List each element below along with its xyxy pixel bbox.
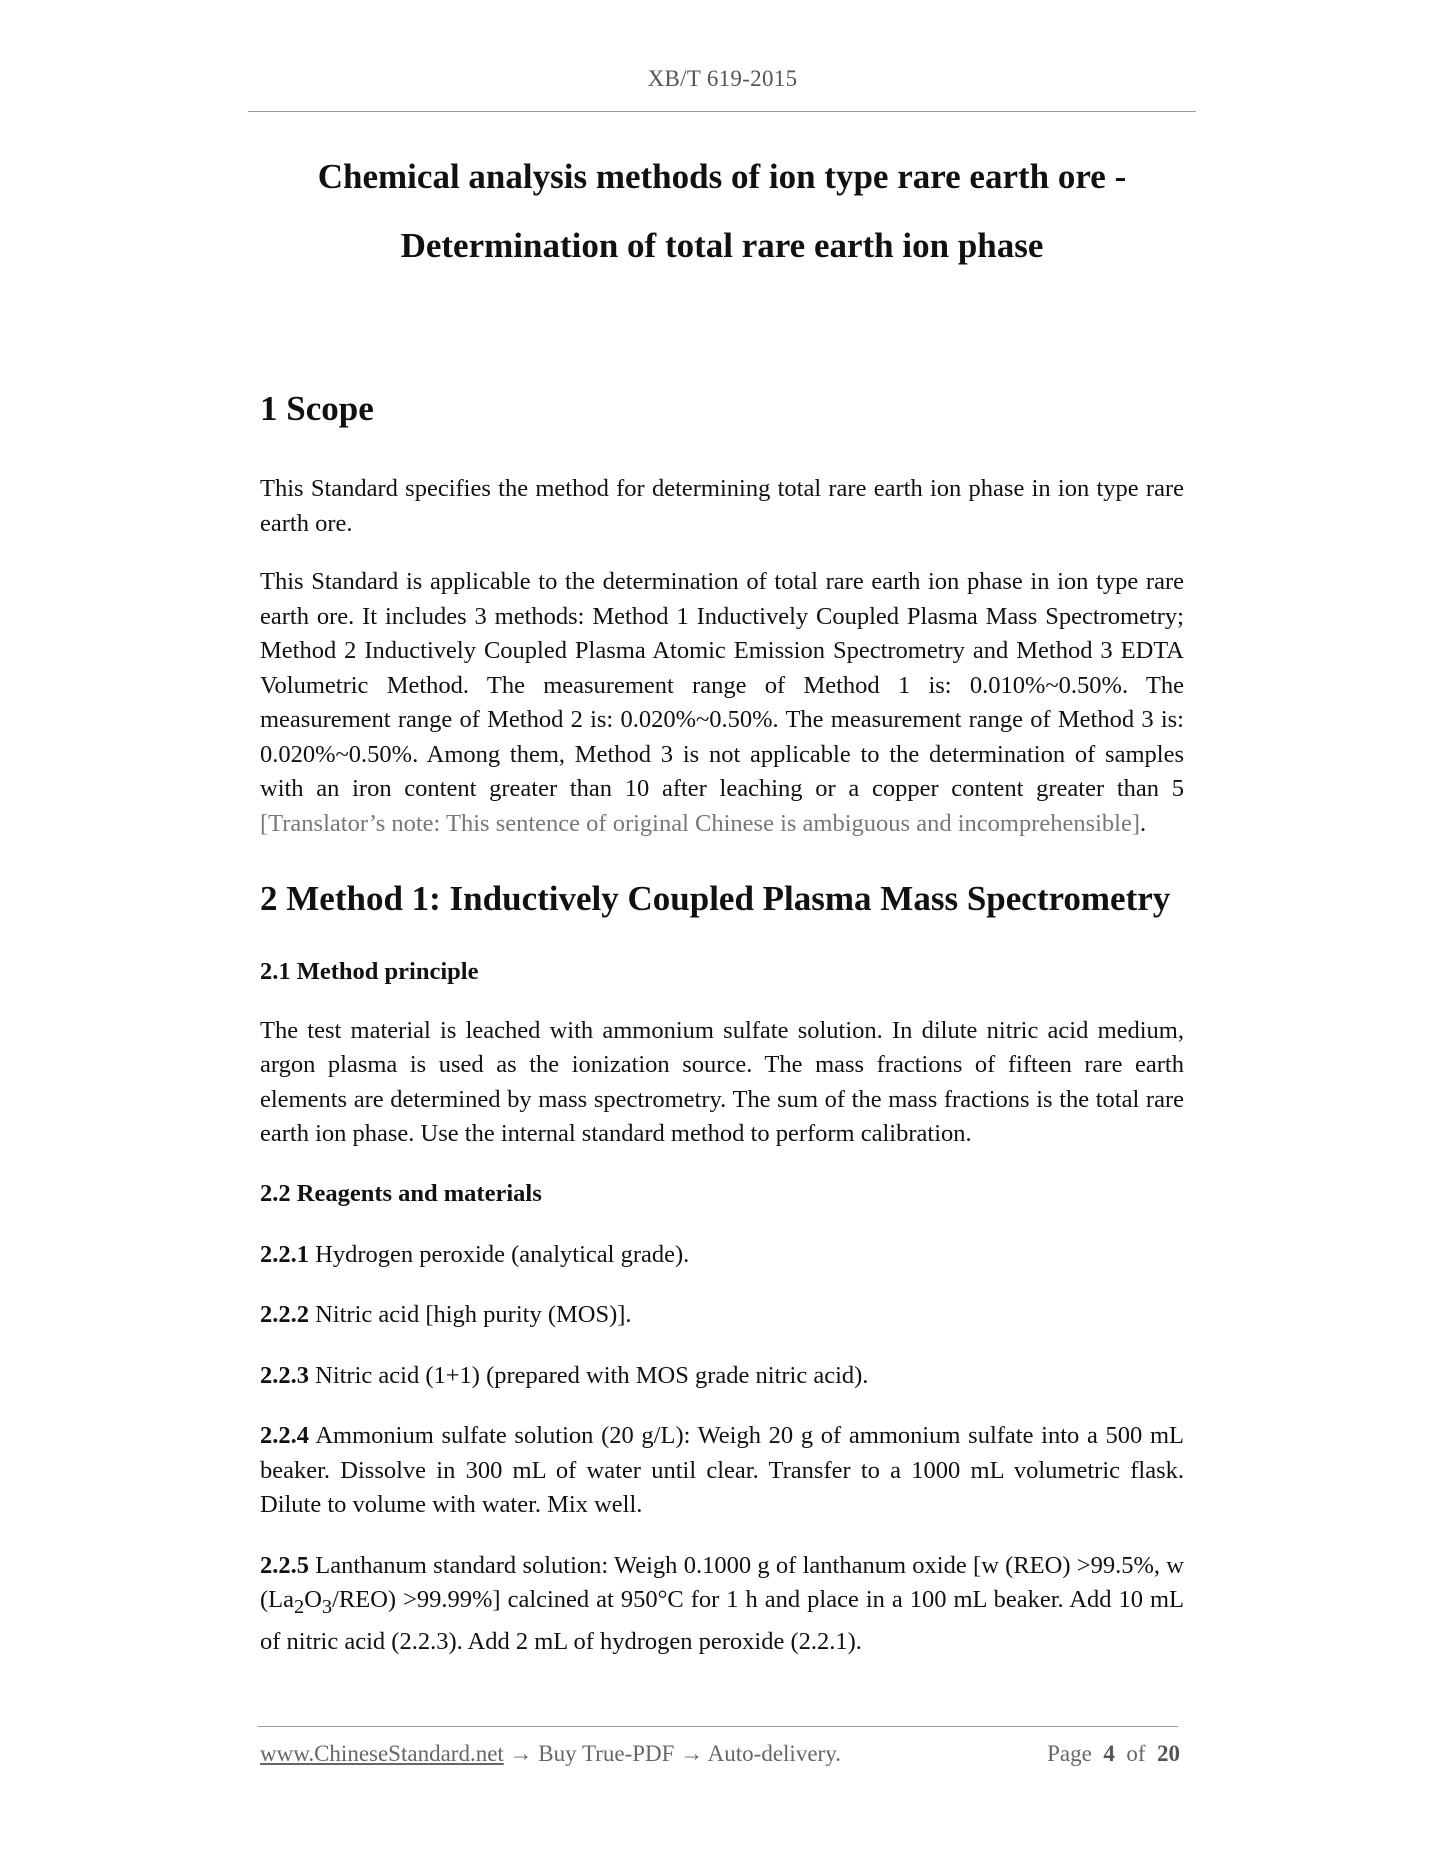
page-indicator xyxy=(1047,1741,1180,1767)
arrow-icon: → xyxy=(674,1741,708,1766)
document-title-line2: Determination of total rare earth ion phase xyxy=(400,226,1044,265)
reagent-item xyxy=(260,1419,1184,1523)
footer xyxy=(260,1741,1180,1767)
reagent-item-text: O xyxy=(304,1586,322,1614)
page-label: Page xyxy=(1047,1741,1092,1766)
reagent-item-text: Ammonium sulfate solution (20 g/L): Weigh 20 g of ammonium sulfate into a 500 mL beaker. Dissolve in 300 mL of water until clear. Transfer to a 1000 mL volumetric flask. Dilute to volume with water. Mix well. xyxy=(260,1422,1184,1519)
section-2-1-heading: 2.1 Method principle xyxy=(260,958,479,985)
auto-delivery-text: Auto-delivery. xyxy=(707,1741,841,1766)
page-total: 20 xyxy=(1157,1741,1180,1766)
reagent-item-number: 2.2.1 xyxy=(260,1240,309,1268)
document-title-line1: Chemical analysis methods of ion type rare earth ore - xyxy=(317,157,1127,196)
scope-paragraph-1: This Standard specifies the method for determining total rare earth ion phase in ion type rare earth ore. xyxy=(260,475,1184,537)
reagent-item-text: Lanthanum standard solution: Weigh 0.1000 g of lanthanum oxide [w (REO) >99.5%, w (La xyxy=(260,1551,1184,1614)
reagent-item-text: /REO) >99.99%] calcined at 950°C for 1 h and place in a 100 mL beaker. Add 10 mL of nitric acid (2.2.3). Add 2 mL of hydrogen peroxide (2.2.1). xyxy=(260,1586,1184,1655)
footer-divider xyxy=(258,1726,1178,1727)
reagent-item-number: 2.2.3 xyxy=(260,1361,309,1389)
header-divider xyxy=(248,111,1196,112)
section-2-2-heading: 2.2 Reagents and materials xyxy=(260,1179,542,1207)
subscript: 2 xyxy=(294,1596,305,1619)
section-2-heading: 2 Method 1: Inductively Coupled Plasma Mass Spectrometry xyxy=(260,879,1171,918)
scope-paragraph-2 xyxy=(260,565,1184,841)
buy-pdf-text: Buy True-PDF xyxy=(538,1741,675,1766)
arrow-icon: → xyxy=(503,1741,539,1766)
page-number: 4 xyxy=(1103,1741,1115,1766)
reagent-item-number: 2.2.4 xyxy=(260,1422,309,1450)
translator-note: [Translator’s note: This sentence of original Chinese is ambiguous and incomprehensible] xyxy=(260,809,1141,837)
reagent-item-text: Nitric acid (1+1) (prepared with MOS grade nitric acid). xyxy=(309,1361,869,1389)
reagent-item xyxy=(260,1298,1184,1333)
reagent-item xyxy=(260,1238,1184,1273)
section-1-heading: 1 Scope xyxy=(260,389,374,428)
document-body xyxy=(260,388,1184,1659)
reagent-item-text: Nitric acid [high purity (MOS)]. xyxy=(309,1301,632,1329)
reagent-item xyxy=(260,1549,1184,1659)
scope-paragraph-2-end: . xyxy=(1140,809,1147,837)
reagent-item-text: Hydrogen peroxide (analytical grade). xyxy=(309,1240,690,1268)
scope-paragraph-2-text: This Standard is applicable to the determination of total rare earth ion phase in ion type rare earth ore. It includes 3 methods: Method 1 Inductively Coupled Plasma Mass Spectrometry; Method 2 Inductively Coupled Plasma Atomic Emission Spectrometry and Method 3 EDTA Volumetric Method. The measurement range of Method 1 is: 0.010%~0.50%. The measurement range of Method 2 is: 0.020%~0.50%. The measurement range of Method 3 is: 0.020%~0.50%. Among them, Method 3 is not applicable to the determination of samples with an iron content greater than 10 after leaching or a copper content greater than 5 xyxy=(260,568,1184,802)
of-label: of xyxy=(1126,1741,1146,1766)
subscript: 3 xyxy=(321,1596,333,1619)
reagent-item-number: 2.2.2 xyxy=(260,1301,309,1329)
reagent-item xyxy=(260,1359,1184,1394)
method-principle-paragraph: The test material is leached with ammonium sulfate solution. In dilute nitric acid medium, argon plasma is used as the ionization source. The mass fractions of fifteen rare earth elements are determined by mass spectrometry. The sum of the mass fractions is the total rare earth ion phase. Use the internal standard method to perform calibration. xyxy=(260,1016,1184,1148)
reagent-item-number: 2.2.5 xyxy=(260,1551,309,1579)
website-link[interactable]: www.ChineseStandard.net xyxy=(260,1741,504,1766)
header-standard-code: XB/T 619-2015 xyxy=(647,66,798,91)
